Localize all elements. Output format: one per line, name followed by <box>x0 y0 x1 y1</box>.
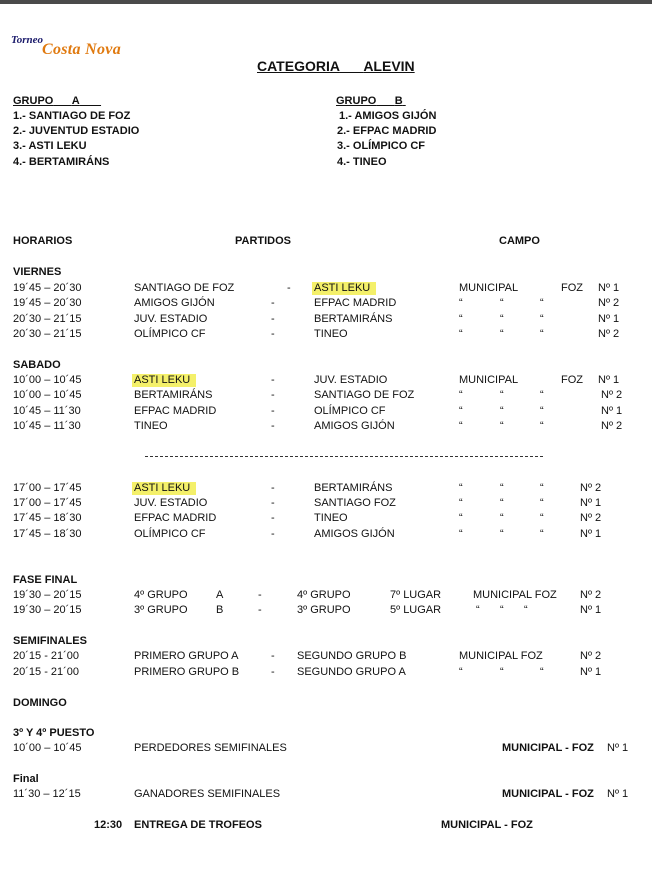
match-time: 10´00 – 10´45 <box>13 374 82 386</box>
match-home-group: A <box>216 589 224 601</box>
ditto-mark: “ <box>459 297 463 309</box>
title-name: ALEVIN <box>363 58 415 74</box>
match-home: OLÍMPICO CF <box>134 528 206 540</box>
match-home: TINEO <box>134 420 168 432</box>
match-home: ASTI LEKU <box>134 374 196 387</box>
match-home: JUV. ESTADIO <box>134 497 208 509</box>
grupo-a-team: 3.- ASTI LEKU <box>13 140 87 152</box>
ditto-mark: “ <box>500 297 504 309</box>
match-field: Nº 2 <box>580 589 602 601</box>
match-time: 17´45 – 18´30 <box>13 512 82 524</box>
match-dash: - <box>271 389 275 401</box>
trophy-time: 12:30 <box>94 819 123 831</box>
ditto-mark: “ <box>540 405 544 417</box>
match-time: 17´00 – 17´45 <box>13 482 82 494</box>
match-dash: - <box>271 666 275 678</box>
match-lugar: 5º LUGAR <box>390 604 442 616</box>
match-home: 4º GRUPO <box>134 589 188 601</box>
match-dash: - <box>271 512 275 524</box>
grupo-b-team: 4.- TINEO <box>337 156 387 168</box>
match-time: 19´45 – 20´30 <box>13 297 82 309</box>
match-home: SANTIAGO DE FOZ <box>134 282 235 294</box>
ditto-mark: “ <box>500 328 504 340</box>
section-fase-final: FASE FINAL <box>13 574 78 586</box>
ditto-mark: “ <box>540 420 544 432</box>
grupo-a-team: 1.- SANTIAGO DE FOZ <box>13 110 131 122</box>
match-home: EFPAC MADRID <box>134 512 217 524</box>
ditto-mark: “ <box>500 482 504 494</box>
ditto-mark: “ <box>500 313 504 325</box>
match-field: Nº 2 <box>580 482 602 494</box>
ditto-mark: “ <box>500 405 504 417</box>
match-dash: - <box>258 604 262 616</box>
match-dash: - <box>271 497 275 509</box>
match-field: Nº 1 <box>580 497 602 509</box>
grupo-b-heading: GRUPO B <box>336 95 403 107</box>
match-venue: MUNICIPAL - FOZ <box>502 788 594 800</box>
match-dash: - <box>271 482 275 494</box>
match-description: GANADORES SEMIFINALES <box>134 788 281 800</box>
match-home: AMIGOS GIJÓN <box>134 297 215 309</box>
ditto-mark: “ <box>540 482 544 494</box>
ditto-mark: “ <box>459 313 463 325</box>
match-dash: - <box>271 374 275 386</box>
ditto-mark: “ <box>459 666 463 678</box>
ditto-mark: “ <box>540 528 544 540</box>
dashed-separator <box>145 456 543 457</box>
ditto-mark: “ <box>459 482 463 494</box>
ditto-mark: “ <box>540 297 544 309</box>
match-field: Nº 1 <box>607 742 629 754</box>
match-field: Nº 1 <box>580 604 602 616</box>
day-viernes: VIERNES <box>13 266 62 278</box>
match-field: Nº 1 <box>607 788 629 800</box>
match-field: Nº 2 <box>580 650 602 662</box>
ditto-mark: “ <box>500 420 504 432</box>
grupo-b-team: 2.- EFPAC MADRID <box>337 125 437 137</box>
match-field: Nº 2 <box>598 297 620 309</box>
ditto-mark: “ <box>540 512 544 524</box>
match-away: TINEO <box>314 328 348 340</box>
match-time: 17´00 – 17´45 <box>13 497 82 509</box>
match-time: 11´30 – 12´15 <box>13 788 81 800</box>
match-home: PRIMERO GRUPO B <box>134 666 240 678</box>
match-time: 20´15 - 21´00 <box>13 666 80 678</box>
match-time: 10´45 – 11´30 <box>13 420 81 432</box>
day-domingo: DOMINGO <box>13 697 67 709</box>
ditto-mark: “ <box>459 497 463 509</box>
section-tercer-puesto: 3º Y 4º PUESTO <box>13 727 95 739</box>
match-dash: - <box>271 297 275 309</box>
ditto-mark: “ <box>540 666 544 678</box>
day-sabado: SABADO <box>13 359 61 371</box>
ditto-mark: “ <box>459 328 463 340</box>
match-description: PERDEDORES SEMIFINALES <box>134 742 287 754</box>
match-field: Nº 1 <box>580 528 602 540</box>
match-away: 3º GRUPO <box>297 604 351 616</box>
match-home: PRIMERO GRUPO A <box>134 650 239 662</box>
match-home: EFPAC MADRID <box>134 405 217 417</box>
match-away: ASTI LEKU <box>314 282 376 295</box>
match-home: OLÍMPICO CF <box>134 328 206 340</box>
match-away: AMIGOS GIJÓN <box>314 528 395 540</box>
match-venue: MUNICIPAL FOZ <box>459 650 543 662</box>
match-dash: - <box>271 528 275 540</box>
ditto-mark: “ <box>459 389 463 401</box>
match-dash: - <box>271 328 275 340</box>
match-place: FOZ <box>561 374 583 386</box>
ditto-mark: “ <box>500 389 504 401</box>
match-time: 17´45 – 18´30 <box>13 528 82 540</box>
match-away: BERTAMIRÁNS <box>314 313 393 325</box>
match-away: SEGUNDO GRUPO A <box>297 666 406 678</box>
ditto-mark: “ <box>459 405 463 417</box>
match-dash: - <box>271 420 275 432</box>
section-semifinales: SEMIFINALES <box>13 635 87 647</box>
match-time: 20´30 – 21´15 <box>13 328 82 340</box>
ditto-mark: “ <box>500 666 504 678</box>
header-horarios: HORARIOS <box>13 235 73 247</box>
match-field: Nº 2 <box>601 389 623 401</box>
trophy-text: ENTREGA DE TROFEOS <box>134 819 262 831</box>
ditto-mark: “ <box>459 512 463 524</box>
page-title <box>257 58 415 74</box>
grupo-a-team: 4.- BERTAMIRÁNS <box>13 156 110 168</box>
ditto-mark: “ <box>540 313 544 325</box>
match-venue: MUNICIPAL - FOZ <box>502 742 594 754</box>
logo-costa-nova: Costa Nova <box>42 41 121 58</box>
match-field: Nº 2 <box>601 420 623 432</box>
grupo-a-heading: GRUPO A <box>13 95 80 107</box>
match-away: TINEO <box>314 512 348 524</box>
ditto-mark: “ <box>500 604 504 616</box>
match-field: Nº 1 <box>598 313 620 325</box>
header-campo: CAMPO <box>499 235 540 247</box>
ditto-mark: “ <box>540 328 544 340</box>
match-field: Nº 1 <box>601 405 623 417</box>
ditto-mark: “ <box>540 389 544 401</box>
match-away: OLÍMPICO CF <box>314 405 386 417</box>
match-away: SANTIAGO DE FOZ <box>314 389 415 401</box>
match-away: BERTAMIRÁNS <box>314 482 393 494</box>
match-lugar: 7º LUGAR <box>390 589 442 601</box>
match-time: 10´00 – 10´45 <box>13 389 82 401</box>
match-venue: MUNICIPAL FOZ <box>473 589 557 601</box>
match-home: JUV. ESTADIO <box>134 313 208 325</box>
match-field: Nº 1 <box>598 282 620 294</box>
logo-torneo: Torneo <box>11 34 43 46</box>
match-home-group: B <box>216 604 224 616</box>
match-away: JUV. ESTADIO <box>314 374 388 386</box>
grupo-b-team: 3.- OLÍMPICO CF <box>337 140 425 152</box>
ditto-mark: “ <box>500 528 504 540</box>
match-home: ASTI LEKU <box>134 482 196 495</box>
title-category: CATEGORIA <box>257 58 340 74</box>
match-away: SEGUNDO GRUPO B <box>297 650 407 662</box>
window-top-bar <box>0 0 652 4</box>
match-home: 3º GRUPO <box>134 604 188 616</box>
match-away: 4º GRUPO <box>297 589 351 601</box>
match-away: AMIGOS GIJÓN <box>314 420 395 432</box>
match-field: Nº 1 <box>598 374 620 386</box>
match-dash: - <box>271 650 275 662</box>
ditto-mark: “ <box>540 497 544 509</box>
match-field: Nº 2 <box>598 328 620 340</box>
match-home: BERTAMIRÁNS <box>134 389 213 401</box>
match-time: 19´45 – 20´30 <box>13 282 82 294</box>
trophy-venue: MUNICIPAL - FOZ <box>441 819 533 831</box>
ditto-mark: “ <box>459 528 463 540</box>
ditto-mark: “ <box>459 420 463 432</box>
ditto-mark: “ <box>476 604 480 616</box>
match-field: Nº 1 <box>580 666 602 678</box>
match-away: SANTIAGO FOZ <box>314 497 396 509</box>
match-time: 10´45 – 11´30 <box>13 405 81 417</box>
match-time: 19´30 – 20´15 <box>13 604 82 616</box>
header-partidos: PARTIDOS <box>235 235 292 247</box>
ditto-mark: “ <box>500 497 504 509</box>
match-time: 10´00 – 10´45 <box>13 742 82 754</box>
match-time: 20´15 - 21´00 <box>13 650 80 662</box>
grupo-b-team: 1.- AMIGOS GIJÓN <box>339 110 437 122</box>
match-place: FOZ <box>561 282 583 294</box>
match-venue: MUNICIPAL <box>459 374 519 386</box>
match-dash: - <box>258 589 262 601</box>
ditto-mark: “ <box>524 604 528 616</box>
match-dash: - <box>287 282 291 294</box>
match-time: 19´30 – 20´15 <box>13 589 82 601</box>
match-venue: MUNICIPAL <box>459 282 519 294</box>
match-field: Nº 2 <box>580 512 602 524</box>
match-time: 20´30 – 21´15 <box>13 313 82 325</box>
match-dash: - <box>271 405 275 417</box>
section-final: Final <box>13 773 39 785</box>
ditto-mark: “ <box>500 512 504 524</box>
grupo-a-team: 2.- JUVENTUD ESTADIO <box>13 125 140 137</box>
match-dash: - <box>271 313 275 325</box>
match-away: EFPAC MADRID <box>314 297 397 309</box>
